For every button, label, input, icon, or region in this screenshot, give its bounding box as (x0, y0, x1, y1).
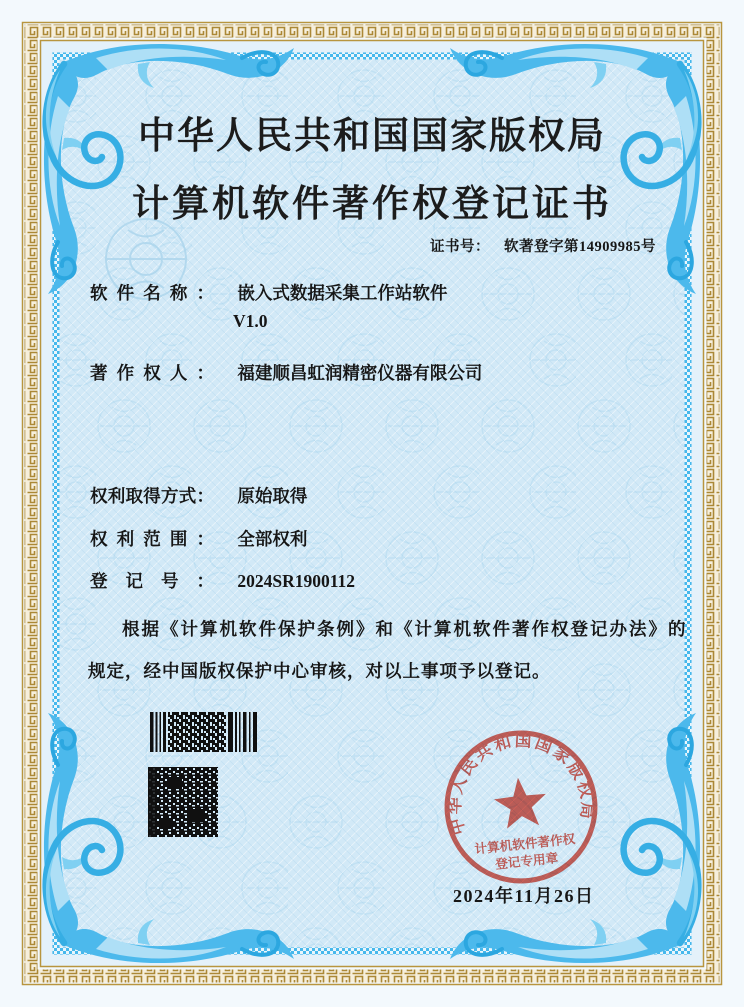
field-copyright-holder-label: 著作权人： (90, 363, 214, 383)
issue-date: 2024年11月26日 (453, 886, 595, 906)
seal-ring-text: 中华人民共和国国家版权局 (444, 730, 598, 838)
field-copyright-holder (90, 363, 482, 384)
certificate-number (430, 235, 656, 256)
registration-statement-line1: 根据《计算机软件保护条例》和《计算机软件著作权登记办法》的 (122, 619, 688, 639)
red-star-icon (492, 775, 549, 830)
field-right-scope-value: 全部权利 (237, 529, 308, 549)
field-right-scope-label: 权利范围： (90, 529, 214, 549)
field-software-name (90, 283, 447, 304)
field-right-acquisition (90, 486, 307, 507)
field-software-name-label: 软件名称： (90, 283, 214, 303)
field-right-acquisition-label: 权利取得方式： (90, 486, 214, 506)
field-right-acquisition-value: 原始取得 (237, 486, 308, 506)
registration-statement-line2: 规定，经中国版权保护中心审核，对以上事项予以登记。 (88, 661, 551, 681)
certificate-title-authority: 中华人民共和国国家版权局 (138, 116, 606, 157)
certificate-number-label: 证书号： (430, 239, 490, 255)
field-copyright-holder-value: 福建顺昌虹润精密仪器有限公司 (237, 363, 483, 383)
field-registration-number (90, 571, 355, 592)
field-software-name-value: 嵌入式数据采集工作站软件 (237, 283, 448, 303)
field-software-name-version: V1.0 (233, 311, 268, 331)
field-right-scope (90, 529, 307, 550)
seal-text-line2: 登记专用章 (494, 851, 559, 872)
certificate-title-document: 计算机软件著作权登记证书 (132, 184, 612, 225)
field-registration-number-label: 登记号： (90, 571, 214, 591)
official-seal (432, 718, 610, 896)
seal-text-line1: 计算机软件著作权 (473, 832, 576, 857)
field-registration-number-value: 2024SR1900112 (237, 571, 356, 591)
certificate-number-value: 软著登字第14909985号 (504, 239, 656, 255)
